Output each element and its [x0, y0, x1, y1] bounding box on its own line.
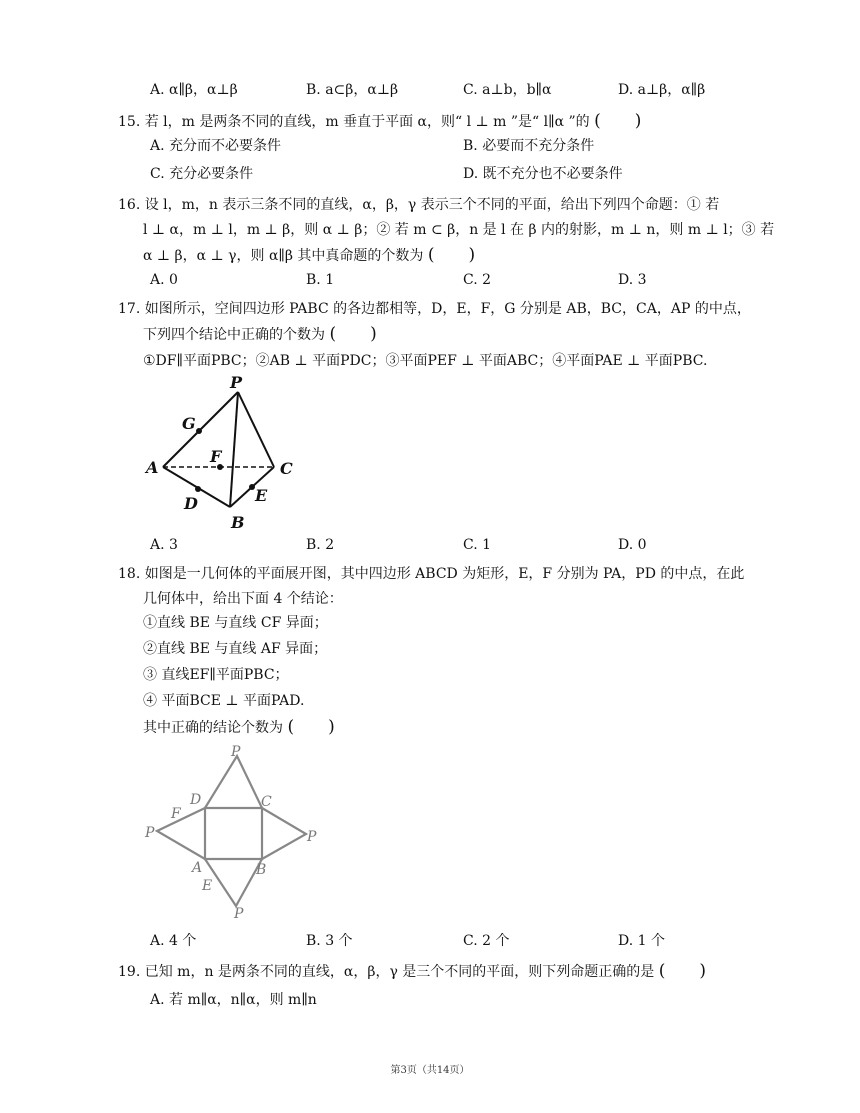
q16-option-b: B. 1 — [306, 272, 335, 288]
label-p-top: P — [231, 744, 241, 760]
q16-option-d: D. 3 — [618, 272, 647, 288]
q14-option-c: C. a⊥b，b∥α — [463, 82, 552, 98]
label-c: C — [261, 794, 272, 810]
q16-option-a: A. 0 — [150, 272, 178, 288]
q15-option-c: C. 充分必要条件 — [150, 166, 254, 182]
label-f: F — [171, 806, 181, 822]
label-e: E — [202, 878, 213, 894]
label-p-right: P — [307, 829, 317, 845]
q16-line-3-text: α ⊥ β，α ⊥ γ，则 α∥β 其中真命题的个数为 — [143, 248, 424, 264]
triangle-top — [205, 756, 262, 808]
answer-paren-open: ( — [594, 111, 601, 131]
answer-paren-open: ( — [329, 324, 337, 344]
tetrahedron-figure — [138, 372, 308, 537]
answer-paren-close: ) — [328, 717, 335, 737]
q17-line-1: 17. 如图所示，空间四边形 PABC 的各边都相等，D，E，F，G 分别是 AB，BC，CA，AP 的中点， — [118, 301, 751, 317]
label-p-left: P — [145, 825, 155, 841]
q19-option-a: A. 若 m∥α，n∥α，则 m∥n — [150, 992, 317, 1008]
q18-conclusion-4: ④ 平面BCE ⊥ 平面PAD. — [143, 693, 305, 709]
q16-option-c: C. 2 — [463, 272, 492, 288]
label-d: D — [190, 792, 202, 808]
q18-line-1: 18. 如图是一几何体的平面展开图，其中四边形 ABCD 为矩形，E，F 分别为 PA，PD 的中点，在此 — [118, 566, 745, 582]
q17-line-3: ①DF∥平面PBC；②AB ⊥ 平面PDC；③平面PEF ⊥ 平面ABC；④平面PAE ⊥ 平面PBC. — [143, 353, 708, 369]
label-f: F — [210, 447, 222, 466]
answer-paren-open: ( — [287, 717, 295, 737]
q17-option-d: D. 0 — [618, 537, 647, 553]
label-b: B — [256, 862, 267, 878]
q14-option-a: A. α∥β，α⊥β — [150, 82, 238, 98]
q16-line-1: 16. 设 l，m，n 表示三条不同的直线，α，β，γ 表示三个不同的平面，给出下列四个命题：① 若 — [118, 197, 720, 213]
q16-line-2: l ⊥ α，m ⊥ l，m ⊥ β，则 α ⊥ β；② 若 m ⊂ β，n 是 l 在 β 内的射影，m ⊥ n，则 m ⊥ l；③ 若 — [143, 222, 775, 238]
label-d: D — [184, 494, 198, 513]
q18-option-d: D. 1 个 — [618, 933, 665, 949]
point-g — [196, 428, 202, 434]
label-p-bottom: P — [234, 906, 244, 922]
q14-option-b: B. a⊂β，α⊥β — [306, 82, 399, 98]
q15-option-d: D. 既不充分也不必要条件 — [463, 166, 623, 182]
triangle-bottom — [205, 859, 262, 906]
answer-paren-close: ) — [468, 245, 476, 265]
page-footer: 第3页（共14页） — [390, 1065, 470, 1076]
q18-conclusion-2: ②直线 BE 与直线 AF 异面； — [143, 641, 328, 657]
q18-line-7 — [143, 718, 335, 737]
edge-pb — [230, 392, 238, 507]
answer-paren-close: ) — [699, 961, 707, 981]
q18-line-2: 几何体中，给出下面 4 个结论： — [143, 591, 343, 607]
label-e: E — [255, 486, 268, 505]
triangle-left — [157, 808, 205, 859]
q16-line-3 — [143, 246, 475, 265]
q14-option-d: D. a⊥β，α∥β — [618, 82, 706, 98]
q17-option-b: B. 2 — [306, 537, 335, 553]
q17-line-2 — [143, 325, 377, 344]
q15-option-b: B. 必要而不充分条件 — [463, 138, 595, 154]
q15-stem — [118, 112, 641, 131]
square-abcd — [205, 808, 262, 859]
q18-conclusion-1: ①直线 BE 与直线 CF 异面； — [143, 615, 328, 631]
label-g: G — [182, 414, 196, 433]
q18-option-c: C. 2 个 — [463, 933, 510, 949]
label-c: C — [280, 459, 293, 478]
label-b: B — [231, 513, 245, 532]
q15-stem-text: 15. 若 l，m 是两条不同的直线，m 垂直于平面 α，则“ l ⊥ m ”是“ l∥α ”的 — [118, 114, 590, 130]
triangle-right — [262, 808, 306, 859]
q18-conclusion-3: ③ 直线EF∥平面PBC； — [143, 667, 289, 683]
point-d — [195, 486, 201, 492]
q19-stem-text: 19. 已知 m，n 是两条不同的直线，α，β，γ 是三个不同的平面，则下列命题正确的是 — [118, 964, 655, 980]
q18-line-7-text: 其中正确的结论个数为 — [143, 720, 283, 736]
label-p: P — [230, 373, 243, 392]
q17-option-a: A. 3 — [150, 537, 178, 553]
q17-line-2-text: 下列四个结论中正确的个数为 — [143, 327, 325, 343]
answer-paren-open: ( — [658, 961, 666, 981]
net-figure — [140, 742, 330, 922]
edge-pc — [238, 392, 274, 467]
answer-paren-close: ) — [634, 111, 642, 131]
q18-option-b: B. 3 个 — [306, 933, 353, 949]
q17-option-c: C. 1 — [463, 537, 492, 553]
answer-paren-close: ) — [370, 324, 377, 344]
q15-option-a: A. 充分而不必要条件 — [150, 138, 282, 154]
label-a: A — [146, 458, 159, 477]
answer-paren-open: ( — [427, 245, 435, 265]
label-a: A — [192, 860, 203, 876]
q18-option-a: A. 4 个 — [150, 933, 197, 949]
q19-stem — [118, 962, 706, 981]
